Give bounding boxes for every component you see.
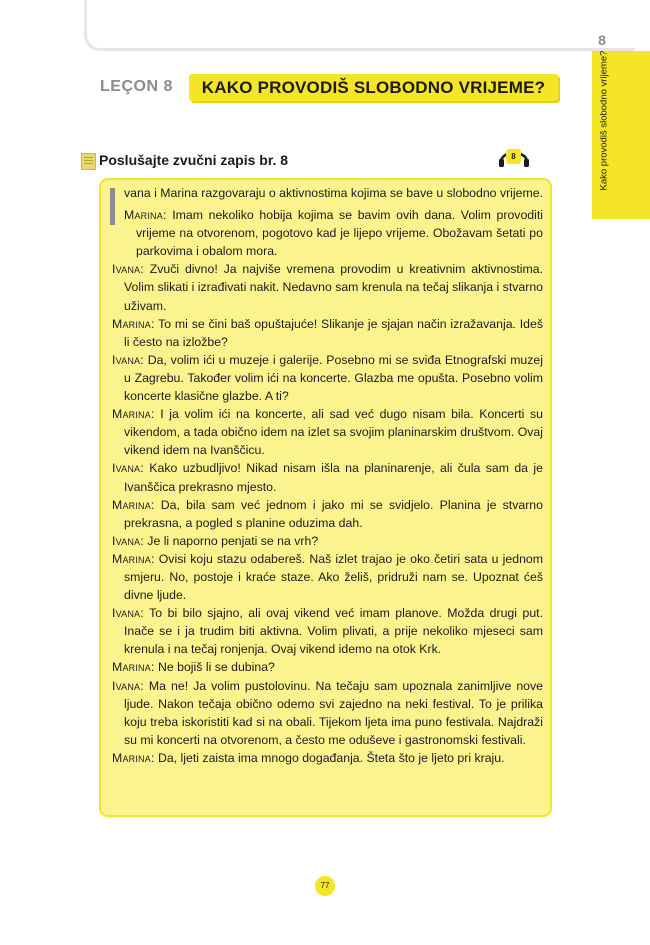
speaker-name: Ivana: — [112, 678, 144, 693]
speaker-name: Marina: — [112, 551, 155, 566]
dialogue-line — [112, 315, 543, 351]
book-icon — [81, 153, 96, 170]
speaker-name: Ivana: — [112, 606, 144, 621]
dialogue-line — [112, 604, 543, 658]
side-tab-label: Kako provodiš slobodno vrijeme? — [598, 50, 610, 191]
dialogue-line — [112, 496, 543, 532]
dialogue-line — [112, 532, 543, 550]
speaker-text: To bi bilo sjajno, ali ovaj vikend već imam planove. Možda drugi put. Inače se i ja trudim biti aktivna. Volim plivati, a prije nekoliko mjeseci sam krenula i na tečaj ronjenja. Ovaj vikend idemo na otok Krk. — [124, 606, 543, 657]
dialogue-line — [112, 677, 543, 749]
dialogue-line — [112, 351, 543, 405]
dialogue-line — [112, 405, 543, 459]
exercise-title: Poslušajte zvučni zapis br. 8 — [99, 152, 289, 168]
speaker-text: Ne bojiš li se dubina? — [154, 660, 275, 675]
speaker-name: Marina: — [112, 660, 155, 675]
dialogue-line — [112, 459, 543, 495]
dialogue-line — [112, 749, 543, 767]
speaker-name: Ivana: — [112, 533, 144, 548]
speaker-name: Ivana: — [112, 461, 144, 476]
dialogue-line — [112, 206, 543, 260]
dialogue-line — [112, 658, 543, 676]
speaker-name: Marina: — [112, 497, 155, 512]
speaker-text: Zvuči divno! Ja najviše vremena provodim u kreativnim aktivnostima. Volim slikati i izrađivati nakit. Nedavno sam krenula na tečaj slikanja i stvarno uživam. — [124, 262, 543, 313]
dialogue-text — [112, 184, 543, 767]
speaker-text: Da, ljeti zaista ima mnogo događanja. Šteta što je ljeto pri kraju. — [154, 750, 505, 765]
speaker-name: Marina: — [112, 750, 155, 765]
page-number: 77 — [315, 876, 335, 896]
speaker-name: Marina: — [112, 407, 155, 422]
dialogue-line — [112, 550, 543, 604]
speaker-name: Marina: — [124, 208, 167, 223]
speaker-name: Marina: — [112, 316, 155, 331]
speaker-text: Imam nekoliko hobija kojima se bavim ovih dana. Volim provoditi vrijeme na otvorenom, pogotovo kad je lijepo vrijeme. Obožavam šetati po parkovima i obalom mora. — [136, 208, 543, 259]
dialogue-lines — [112, 206, 543, 767]
speaker-name: Ivana: — [112, 352, 144, 367]
speaker-text: Ma ne! Ja volim pustolovinu. Na tečaju sam upoznala zanimljive nove ljude. Nakon tečaja obično odemo svi zajedno na neki festival. To je prilika koju treba iskoristiti kad si na obali. Tijekom ljeta ima puno festivala. Najdraži su mi koncerti na otvorenom, a često me oduševe i gastronomski festivali. — [124, 678, 543, 747]
lesson-title: KAKO PROVODIŠ SLOBODNO VRIJEME? — [201, 77, 546, 97]
speaker-name: Ivana: — [112, 262, 144, 277]
dialogue-line — [112, 260, 543, 314]
side-tab-number: 8 — [598, 32, 606, 48]
speaker-text: Da, volim ići u muzeje i galerije. Posebno mi se sviđa Etnografski muzej u Zagrebu. Također volim ići na koncerte. Glazba me opušta. Posebno volim koncerte klasične glazbe. A ti? — [124, 352, 543, 404]
speaker-text: Kako uzbudljivo! Nikad nisam išla na planinarenje, ali čula sam da je Ivanščica prekrasno mjesto. — [124, 461, 543, 494]
speaker-text: Je li naporno penjati se na vrh? — [143, 533, 319, 548]
page-frame-line — [84, 0, 635, 51]
lesson-label: LEÇON 8 — [100, 78, 173, 95]
dialogue-intro: vana i Marina razgovaraju o aktivnostima kojima se bave u slobodno vrijeme. — [124, 186, 543, 200]
audio-track-badge: 8 — [506, 149, 521, 164]
lesson-title-banner — [189, 74, 558, 101]
speaker-text: Ovisi koju stazu odabereš. Naš izlet trajao je oko četiri sata u jednom smjeru. No, postoje i kraće staze. Ako želiš, pridruži nam se. Upoznat ćeš divne ljude. — [124, 551, 543, 603]
speaker-text: To mi se čini baš opuštajuće! Slikanje je sjajan način izražavanja. Ideš li često na izložbe? — [124, 316, 543, 349]
speaker-text: I ja volim ići na koncerte, ali sad već dugo nisam bila. Koncerti su vikendom, a tada obično idem na izlet sa svojim planinarskim društvom. Ovaj vikend idem na Ivanščicu. — [124, 407, 543, 458]
speaker-text: Da, bila sam već jednom i jako mi se svidjelo. Planina je stvarno prekrasna, a pogled s planine oduzima dah. — [124, 497, 543, 530]
